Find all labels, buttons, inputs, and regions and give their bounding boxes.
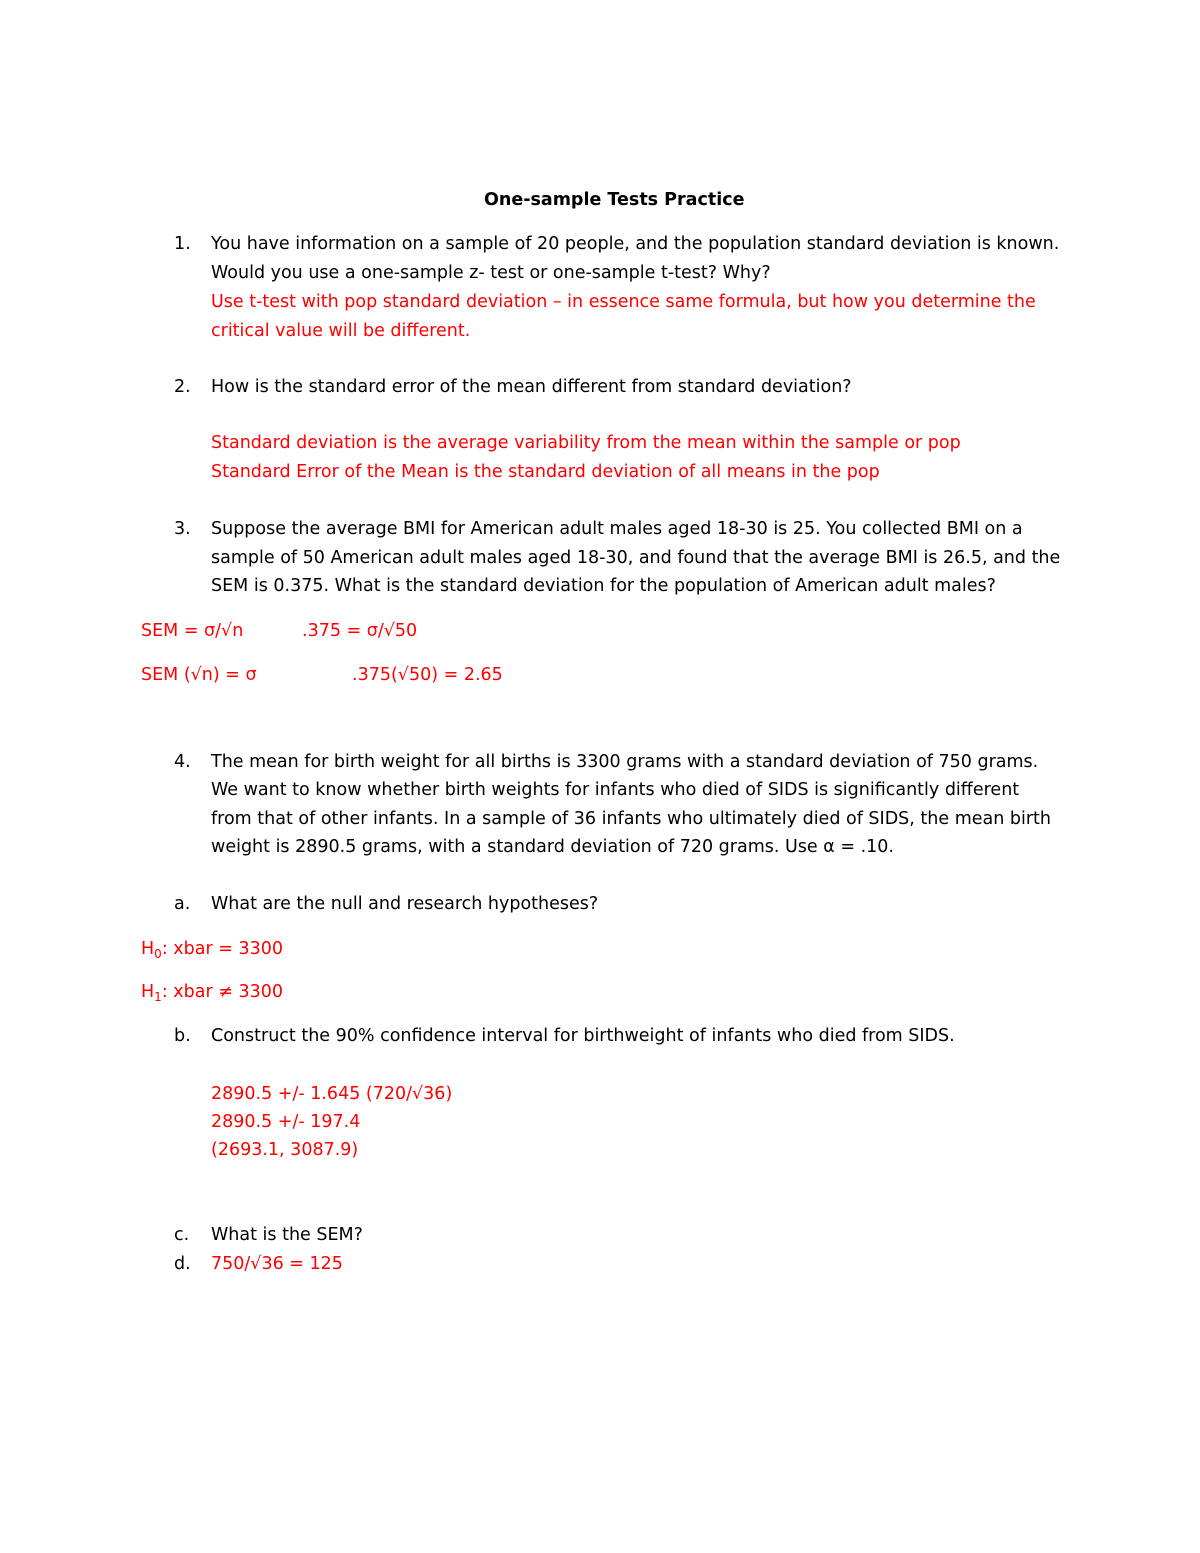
q1-answer-line1: Use t-test with pop standard deviation – in essence same formula, but how you determine the	[211, 292, 1036, 312]
h1-text: : xbar ≠ 3300	[161, 982, 283, 1002]
q2-answer-line2: Standard Error of the Mean is the standard deviation of all means in the pop	[211, 462, 880, 482]
q4b-answer-line1: 2890.5 +/- 1.645 (720/√36)	[211, 1084, 453, 1104]
q4c-letter: c.	[174, 1225, 190, 1245]
q4d-answer: 750/√36 = 125	[211, 1254, 343, 1274]
q3-text-line1: Suppose the average BMI for American adult males aged 18-30 is 25. You collected BMI on a	[211, 519, 1023, 539]
q4b-answer-line3: (2693.1, 3087.9)	[211, 1140, 359, 1160]
q4b-answer-line2: 2890.5 +/- 197.4	[211, 1112, 361, 1132]
q3-answer-calc1: .375 = σ/√50	[302, 621, 418, 641]
q2-text-line1: How is the standard error of the mean different from standard deviation?	[211, 377, 852, 397]
q4b-text: Construct the 90% confidence interval for birthweight of infants who died from SIDS.	[211, 1026, 955, 1046]
q4a-research-hypothesis	[141, 980, 283, 1004]
q4-text-line4: weight is 2890.5 grams, with a standard deviation of 720 grams. Use α = .10.	[211, 837, 894, 857]
q4-text-line3: from that of other infants. In a sample of 36 infants who ultimately died of SIDS, the mean birth	[211, 809, 1051, 829]
q4-number: 4.	[174, 752, 191, 772]
q2-number: 2.	[174, 377, 191, 397]
h0-subscript: 0	[154, 947, 162, 961]
h0-letter: H	[141, 939, 155, 959]
q4a-null-hypothesis	[141, 937, 283, 961]
h1-letter: H	[141, 982, 155, 1002]
q4-text-line1: The mean for birth weight for all births is 3300 grams with a standard deviation of 750 grams.	[211, 752, 1039, 772]
q4a-letter: a.	[174, 894, 191, 914]
q4b-letter: b.	[174, 1026, 191, 1046]
page-title: One-sample Tests Practice	[484, 190, 745, 210]
q4c-text: What is the SEM?	[211, 1225, 363, 1245]
q3-text-line2: sample of 50 American adult males aged 18-30, and found that the average BMI is 26.5, and the	[211, 548, 1061, 568]
q3-number: 3.	[174, 519, 191, 539]
h0-text: : xbar = 3300	[161, 939, 283, 959]
q4-text-line2: We want to know whether birth weights for infants who died of SIDS is significantly different	[211, 780, 1020, 800]
q3-answer-formula1: SEM = σ/√n	[141, 621, 244, 641]
q3-answer-calc2: .375(√50) = 2.65	[352, 665, 503, 685]
h1-subscript: 1	[154, 990, 162, 1004]
q3-text-line3: SEM is 0.375. What is the standard deviation for the population of American adult males?	[211, 576, 996, 596]
q1-text-line1: You have information on a sample of 20 people, and the population standard deviation is known.	[211, 234, 1060, 254]
q4a-text: What are the null and research hypotheses?	[211, 894, 599, 914]
q4d-letter: d.	[174, 1254, 191, 1274]
q1-answer-line2: critical value will be different.	[211, 321, 471, 341]
q1-text-line2: Would you use a one-sample z- test or one-sample t-test? Why?	[211, 263, 771, 283]
q3-answer-formula2: SEM (√n) = σ	[141, 665, 257, 685]
q1-number: 1.	[174, 234, 191, 254]
q2-answer-line1: Standard deviation is the average variability from the mean within the sample or pop	[211, 433, 961, 453]
